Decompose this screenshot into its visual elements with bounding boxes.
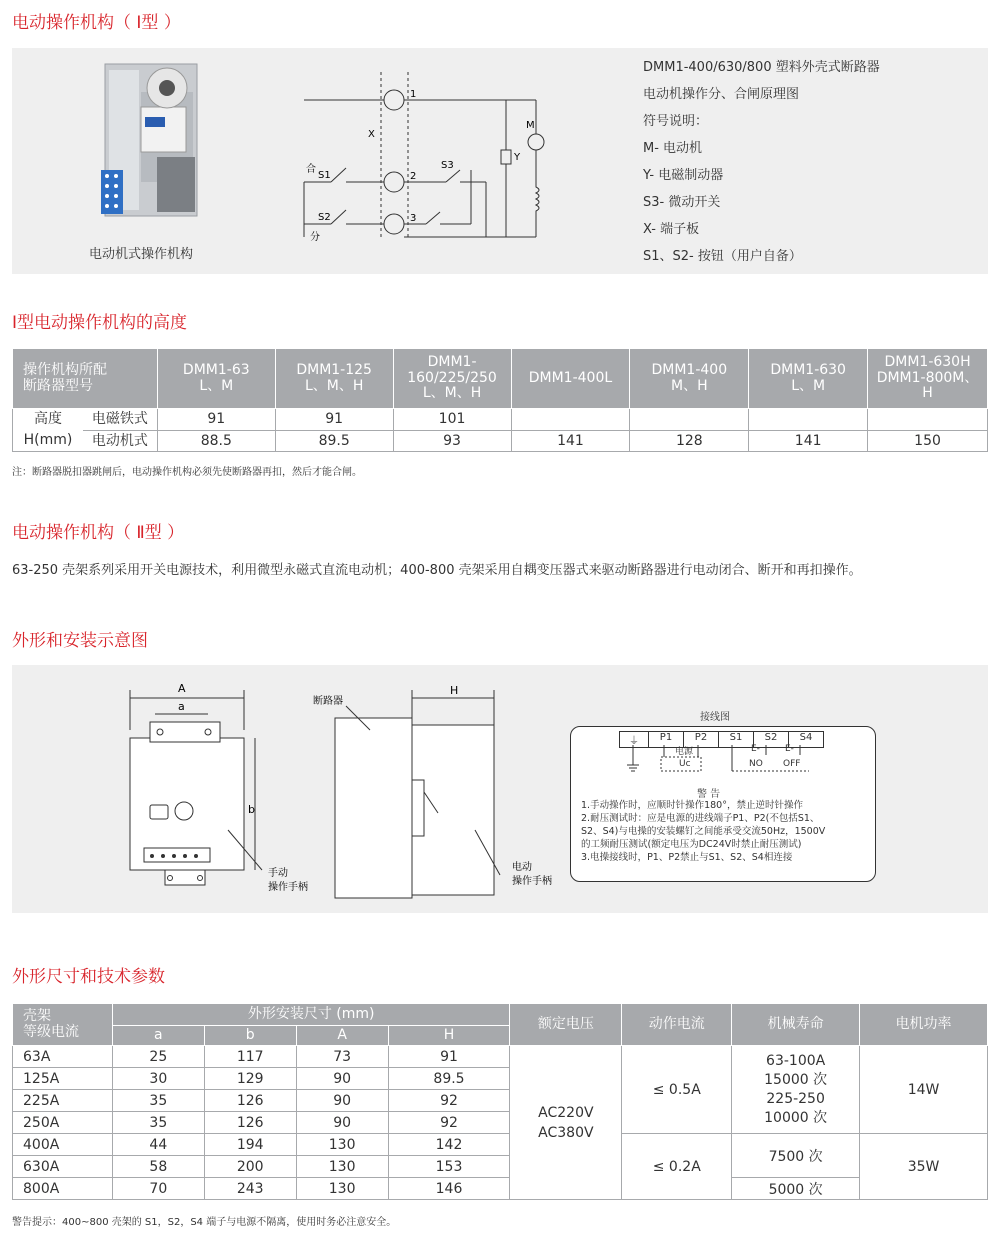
table-cell bbox=[868, 409, 988, 431]
warning-title: 警 告 bbox=[697, 789, 721, 800]
symbol-legend bbox=[643, 54, 880, 270]
terminal-wiring bbox=[619, 745, 869, 775]
control-circuit-diagram bbox=[296, 62, 556, 247]
s1-label: S1 bbox=[318, 170, 331, 181]
motor-mechanism-photo bbox=[95, 62, 205, 222]
header-col: DMM1-63 L、M bbox=[157, 349, 275, 409]
warning-item: 2.耐压测试时：应是电源的进线端子P1、P2(不包括S1、 bbox=[581, 813, 820, 824]
power-cell: 14W bbox=[860, 1046, 988, 1134]
photo-caption: 电动机式操作机构 bbox=[89, 247, 194, 262]
table-row bbox=[13, 409, 988, 431]
warning-list bbox=[581, 799, 825, 864]
header-frame: 壳架 等级电流 bbox=[13, 1004, 113, 1046]
e2-label: E- bbox=[785, 744, 794, 754]
no-label: NO bbox=[749, 759, 763, 769]
legend-line: 电动机操作分、合闸原理图 bbox=[643, 87, 800, 102]
section-title-type2: 电动操作机构（ Ⅱ型 ） bbox=[12, 523, 185, 543]
warning-item: 3.电操接线时，P1、P2禁止与S1、S2、S4相连接 bbox=[581, 852, 793, 863]
current-cell: ≤ 0.2A bbox=[622, 1134, 732, 1200]
dim-a-lower: a bbox=[178, 700, 185, 713]
header-dim-H: H bbox=[388, 1026, 510, 1046]
header-col: DMM1-400 M、H bbox=[630, 349, 749, 409]
header-life: 机械寿命 bbox=[732, 1004, 860, 1046]
motor-m-label: M bbox=[526, 120, 535, 131]
uc-label: Uc bbox=[679, 759, 691, 769]
warning-item: 1.手动操作时，应顺时针操作180°，禁止逆时针操作 bbox=[581, 800, 803, 811]
header-dim-A: A bbox=[296, 1026, 388, 1046]
table-row: 630A 58 200 130 153 bbox=[13, 1156, 988, 1178]
node-2-label: 2 bbox=[410, 171, 417, 182]
table-row bbox=[13, 430, 988, 452]
terminal: S2 bbox=[754, 732, 789, 747]
table-row: 250A 35 126 90 92 bbox=[13, 1112, 988, 1134]
off-label: OFF bbox=[783, 759, 801, 769]
close-label: 合 bbox=[306, 164, 316, 175]
life-cell: 63-100A 15000 次 225-250 10000 次 bbox=[732, 1046, 860, 1134]
spec-table bbox=[12, 1003, 988, 1200]
open-label: 分 bbox=[310, 232, 320, 243]
header-model: 操作机构所配 断路器型号 bbox=[13, 349, 158, 409]
terminal: P2 bbox=[684, 732, 719, 747]
safety-warning: 警告提示：400~800 壳架的 S1，S2，S4 端子与电源不隔离，使用时务必注意安全。 bbox=[12, 1217, 397, 1228]
table-cell: 89.5 bbox=[275, 430, 393, 452]
terminal-x-label: X bbox=[368, 129, 375, 140]
table-cell: 88.5 bbox=[157, 430, 275, 452]
table-cell: 101 bbox=[393, 409, 511, 431]
s3-label: S3 bbox=[441, 160, 454, 171]
electric-handle-label: 电动 bbox=[512, 862, 532, 873]
life-cell: 5000 次 bbox=[732, 1178, 860, 1200]
voltage-cell: AC220V AC380V bbox=[510, 1046, 622, 1200]
terminal: S1 bbox=[719, 732, 754, 747]
table-cell: 141 bbox=[749, 430, 868, 452]
table-cell bbox=[511, 409, 630, 431]
table-cell: 91 bbox=[157, 409, 275, 431]
header-col: DMM1- 160/225/250 L、M、H bbox=[393, 349, 511, 409]
table-cell: 128 bbox=[630, 430, 749, 452]
height-note: 注：断路器脱扣器跳闸后，电动操作机构必须先使断路器再扣，然后才能合闸。 bbox=[12, 467, 362, 478]
table-row: 125A 30 129 90 89.5 bbox=[13, 1068, 988, 1090]
dim-a-upper: A bbox=[178, 682, 186, 695]
header-col: DMM1-630 L、M bbox=[749, 349, 868, 409]
section-title-specs: 外形尺寸和技术参数 bbox=[12, 967, 165, 987]
table-row: 400A 44 194 130 142 ≤ 0.2A 7500 次 35W bbox=[13, 1134, 988, 1156]
header-col: DMM1-125 L、M、H bbox=[275, 349, 393, 409]
warning-item: S2、S4)与电操的安装螺钉之间能承受交流50Hz，1500V bbox=[581, 826, 826, 837]
header-power: 电机功率 bbox=[860, 1004, 988, 1046]
dim-h: H bbox=[450, 684, 459, 697]
header-current: 动作电流 bbox=[622, 1004, 732, 1046]
electric-handle-label-2: 操作手柄 bbox=[512, 876, 552, 887]
height-table bbox=[12, 348, 988, 452]
header-dim-b: b bbox=[204, 1026, 296, 1046]
legend-line: S1、S2- 按钮（用户自备） bbox=[643, 249, 802, 264]
manual-handle-label-2: 操作手柄 bbox=[268, 882, 308, 893]
legend-line: M- 电动机 bbox=[643, 141, 703, 156]
table-cell bbox=[630, 409, 749, 431]
table-row: 225A 35 126 90 92 bbox=[13, 1090, 988, 1112]
legend-line: DMM1-400/630/800 塑料外壳式断路器 bbox=[643, 60, 880, 75]
wiring-label-panel bbox=[570, 726, 876, 882]
e1-label: E- bbox=[751, 744, 760, 754]
row-label: 高度 H(mm) 电磁铁式 电动机式 bbox=[13, 409, 158, 452]
node-1-label: 1 bbox=[410, 89, 417, 100]
table-cell: 93 bbox=[393, 430, 511, 452]
current-cell: ≤ 0.5A bbox=[622, 1046, 732, 1134]
header-voltage: 额定电压 bbox=[510, 1004, 622, 1046]
header-dim-a: a bbox=[112, 1026, 204, 1046]
power-label: 电源 bbox=[675, 747, 694, 757]
manual-handle-label: 手动 bbox=[268, 868, 288, 879]
table-row: 63A 25 117 73 91 AC220V AC380V ≤ 0.5A 63-100A 15000 次 225-250 10000 次 14W bbox=[13, 1046, 988, 1068]
breaker-label: 断路器 bbox=[313, 696, 343, 707]
legend-line: S3- 微动开关 bbox=[643, 195, 721, 210]
section-title-height: Ⅰ型电动操作机构的高度 bbox=[12, 313, 188, 333]
legend-line: Y- 电磁制动器 bbox=[643, 168, 724, 183]
terminal: P1 bbox=[649, 732, 684, 747]
type2-description: 63-250 壳架系列采用开关电源技术，利用微型永磁式直流电动机；400-800 壳架采用自耦变压器式来驱动断路器进行电动闭合、断开和再扣操作。 bbox=[12, 563, 862, 578]
power-cell: 35W bbox=[860, 1134, 988, 1200]
legend-line: X- 端子板 bbox=[643, 222, 700, 237]
node-3-label: 3 bbox=[410, 213, 417, 224]
s2-label: S2 bbox=[318, 212, 331, 223]
outline-drawings bbox=[120, 680, 560, 900]
dim-b: b bbox=[248, 803, 255, 816]
brake-y-label: Y bbox=[514, 152, 521, 163]
table-cell: 141 bbox=[511, 430, 630, 452]
header-col: DMM1-630H DMM1-800M、 H bbox=[868, 349, 988, 409]
table-cell bbox=[749, 409, 868, 431]
header-dimensions: 外形安装尺寸 (mm) bbox=[112, 1004, 510, 1026]
terminal: ⏚ bbox=[620, 732, 649, 747]
life-cell: 7500 次 bbox=[732, 1134, 860, 1178]
wiring-title: 接线图 bbox=[700, 712, 730, 723]
table-cell: 150 bbox=[868, 430, 988, 452]
table-cell: 91 bbox=[275, 409, 393, 431]
terminal: S4 bbox=[799, 732, 813, 743]
section-title-type1: 电动操作机构（ Ⅰ型 ） bbox=[12, 13, 181, 33]
warning-item: 的工频耐压测试(额定电压为DC24V时禁止耐压测试) bbox=[581, 839, 802, 850]
header-col: DMM1-400L bbox=[511, 349, 630, 409]
legend-line: 符号说明： bbox=[643, 114, 709, 129]
section-title-outline: 外形和安装示意图 bbox=[12, 631, 148, 651]
table-row: 800A 70 243 130 146 5000 次 bbox=[13, 1178, 988, 1200]
